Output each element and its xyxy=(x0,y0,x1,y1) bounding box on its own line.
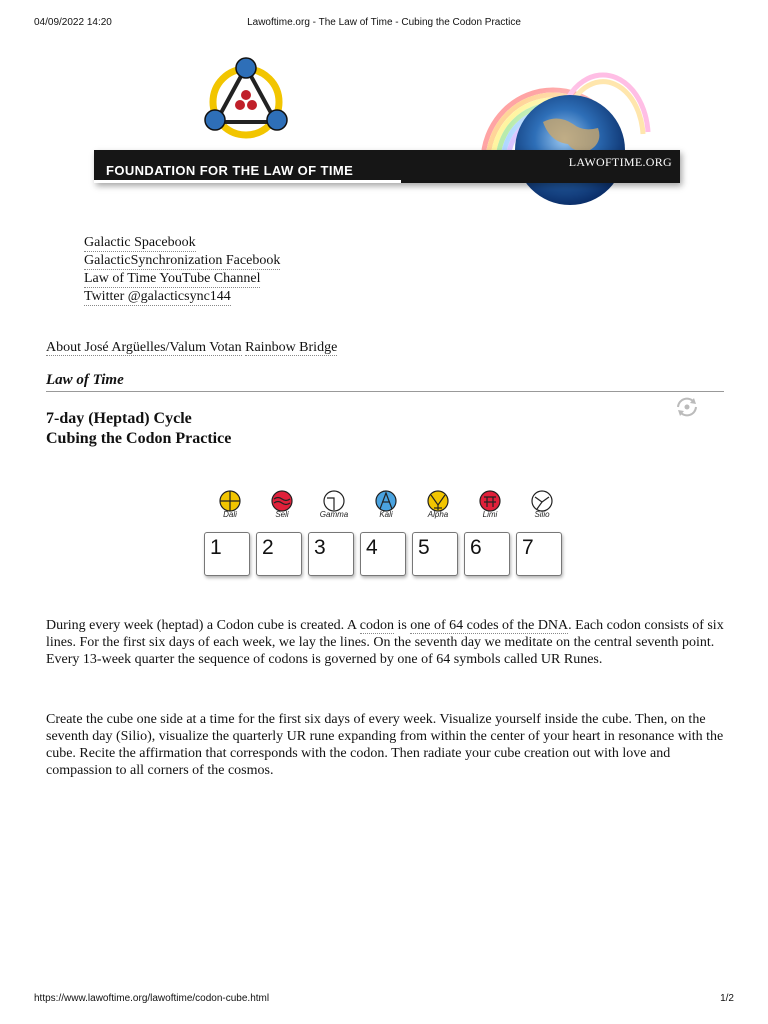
day-number: 3 xyxy=(314,536,326,559)
banner-title: FOUNDATION FOR THE LAW OF TIME xyxy=(106,163,354,178)
plasma-name: Gamma xyxy=(319,510,349,519)
print-datetime: 04/09/2022 14:20 xyxy=(34,17,112,28)
day-box-5 xyxy=(412,532,458,576)
plasma-day-row xyxy=(204,490,574,580)
plasma-name: Kali xyxy=(379,510,393,519)
day-number: 1 xyxy=(210,536,222,559)
plasma-name: Limi xyxy=(482,510,498,519)
plasma-kali xyxy=(360,490,412,519)
gamma-plasma-icon xyxy=(323,490,345,512)
day-number: 5 xyxy=(418,536,430,559)
link-facebook[interactable]: GalacticSynchronization Facebook xyxy=(84,253,281,268)
heading-line-2: Cubing the Codon Practice xyxy=(46,430,232,447)
day-box-4 xyxy=(360,532,406,576)
paragraph-codon-intro xyxy=(46,617,726,668)
banner-title-underline xyxy=(94,180,401,183)
day-number: 4 xyxy=(366,536,378,559)
link-galactic-spacebook[interactable]: Galactic Spacebook xyxy=(84,235,196,250)
limi-plasma-icon xyxy=(479,490,501,512)
plasma-dali xyxy=(204,490,256,519)
print-url: https://www.lawoftime.org/lawoftime/codon-cube.html xyxy=(34,993,270,1004)
plasma-seli xyxy=(256,490,308,519)
day-box-3 xyxy=(308,532,354,576)
link-codon[interactable]: codon xyxy=(359,618,394,633)
day-number: 2 xyxy=(262,536,274,559)
day-box-2 xyxy=(256,532,302,576)
link-dna-codes[interactable]: one of 64 codes of the DNA xyxy=(410,618,569,633)
banner-logo xyxy=(88,52,688,212)
print-footer xyxy=(34,993,734,1007)
plasma-limi xyxy=(464,490,516,519)
plasma-name: Seli xyxy=(275,510,289,519)
day-number: 7 xyxy=(522,536,534,559)
paragraph-text: is xyxy=(393,618,411,633)
page-heading xyxy=(46,409,231,449)
banner-site-name: LAWOFTIME.ORG xyxy=(568,155,672,169)
section-title: Law of Time xyxy=(46,372,124,388)
social-links xyxy=(84,234,280,306)
link-about-jose[interactable]: About José Argüelles/Valum Votan xyxy=(46,340,242,355)
print-page-title: Lawoftime.org - The Law of Time - Cubing the Codon Practice xyxy=(247,17,521,28)
alpha-plasma-icon xyxy=(427,490,449,512)
link-rainbow-bridge[interactable]: Rainbow Bridge xyxy=(245,340,338,355)
plasma-name: Dali xyxy=(223,510,237,519)
print-header xyxy=(34,17,734,31)
nav-links xyxy=(46,340,337,356)
banner-bar xyxy=(94,150,680,183)
plasma-gamma xyxy=(308,490,360,519)
seli-plasma-icon xyxy=(271,490,293,512)
heading-line-1: 7-day (Heptad) Cycle xyxy=(46,410,192,427)
day-box-6 xyxy=(464,532,510,576)
paragraph-cube-practice: Create the cube one side at a time for the first six days of every week. Visualize yourself inside the cube. Then, on the seventh day (Silio), visualize the quarterly UR rune expanding from within the center of your heart in resonance with the cube. Recite the affirmation that corresponds with the codon. Then radiate your cube creation out with love and compassion to all corners of the cosmos. xyxy=(46,712,724,778)
dali-plasma-icon xyxy=(219,490,241,512)
divider xyxy=(46,391,724,392)
link-youtube-channel[interactable]: Law of Time YouTube Channel xyxy=(84,271,261,286)
paragraph-text: . Each codon consists of six lines. For the first six days of each week, we lay the lines. On the seventh day we meditate on the central seventh point. Every 13-week quarter the sequence of codons is governed by one of 64 symbols called UR Runes. xyxy=(46,618,724,667)
plasma-name: Alpha xyxy=(427,510,449,519)
silio-plasma-icon xyxy=(531,490,553,512)
plasma-silio xyxy=(516,490,568,519)
day-number: 6 xyxy=(470,536,482,559)
sync-icon[interactable] xyxy=(674,394,700,420)
day-box-1 xyxy=(204,532,250,576)
plasma-alpha xyxy=(412,490,464,519)
print-page-number: 1/2 xyxy=(720,993,734,1004)
link-twitter[interactable]: Twitter @galacticsync144 xyxy=(84,289,231,304)
paragraph-text: During every week (heptad) a Codon cube is created. A xyxy=(46,618,360,633)
plasma-name: Silio xyxy=(534,510,550,519)
day-box-7 xyxy=(516,532,562,576)
kali-plasma-icon xyxy=(375,490,397,512)
